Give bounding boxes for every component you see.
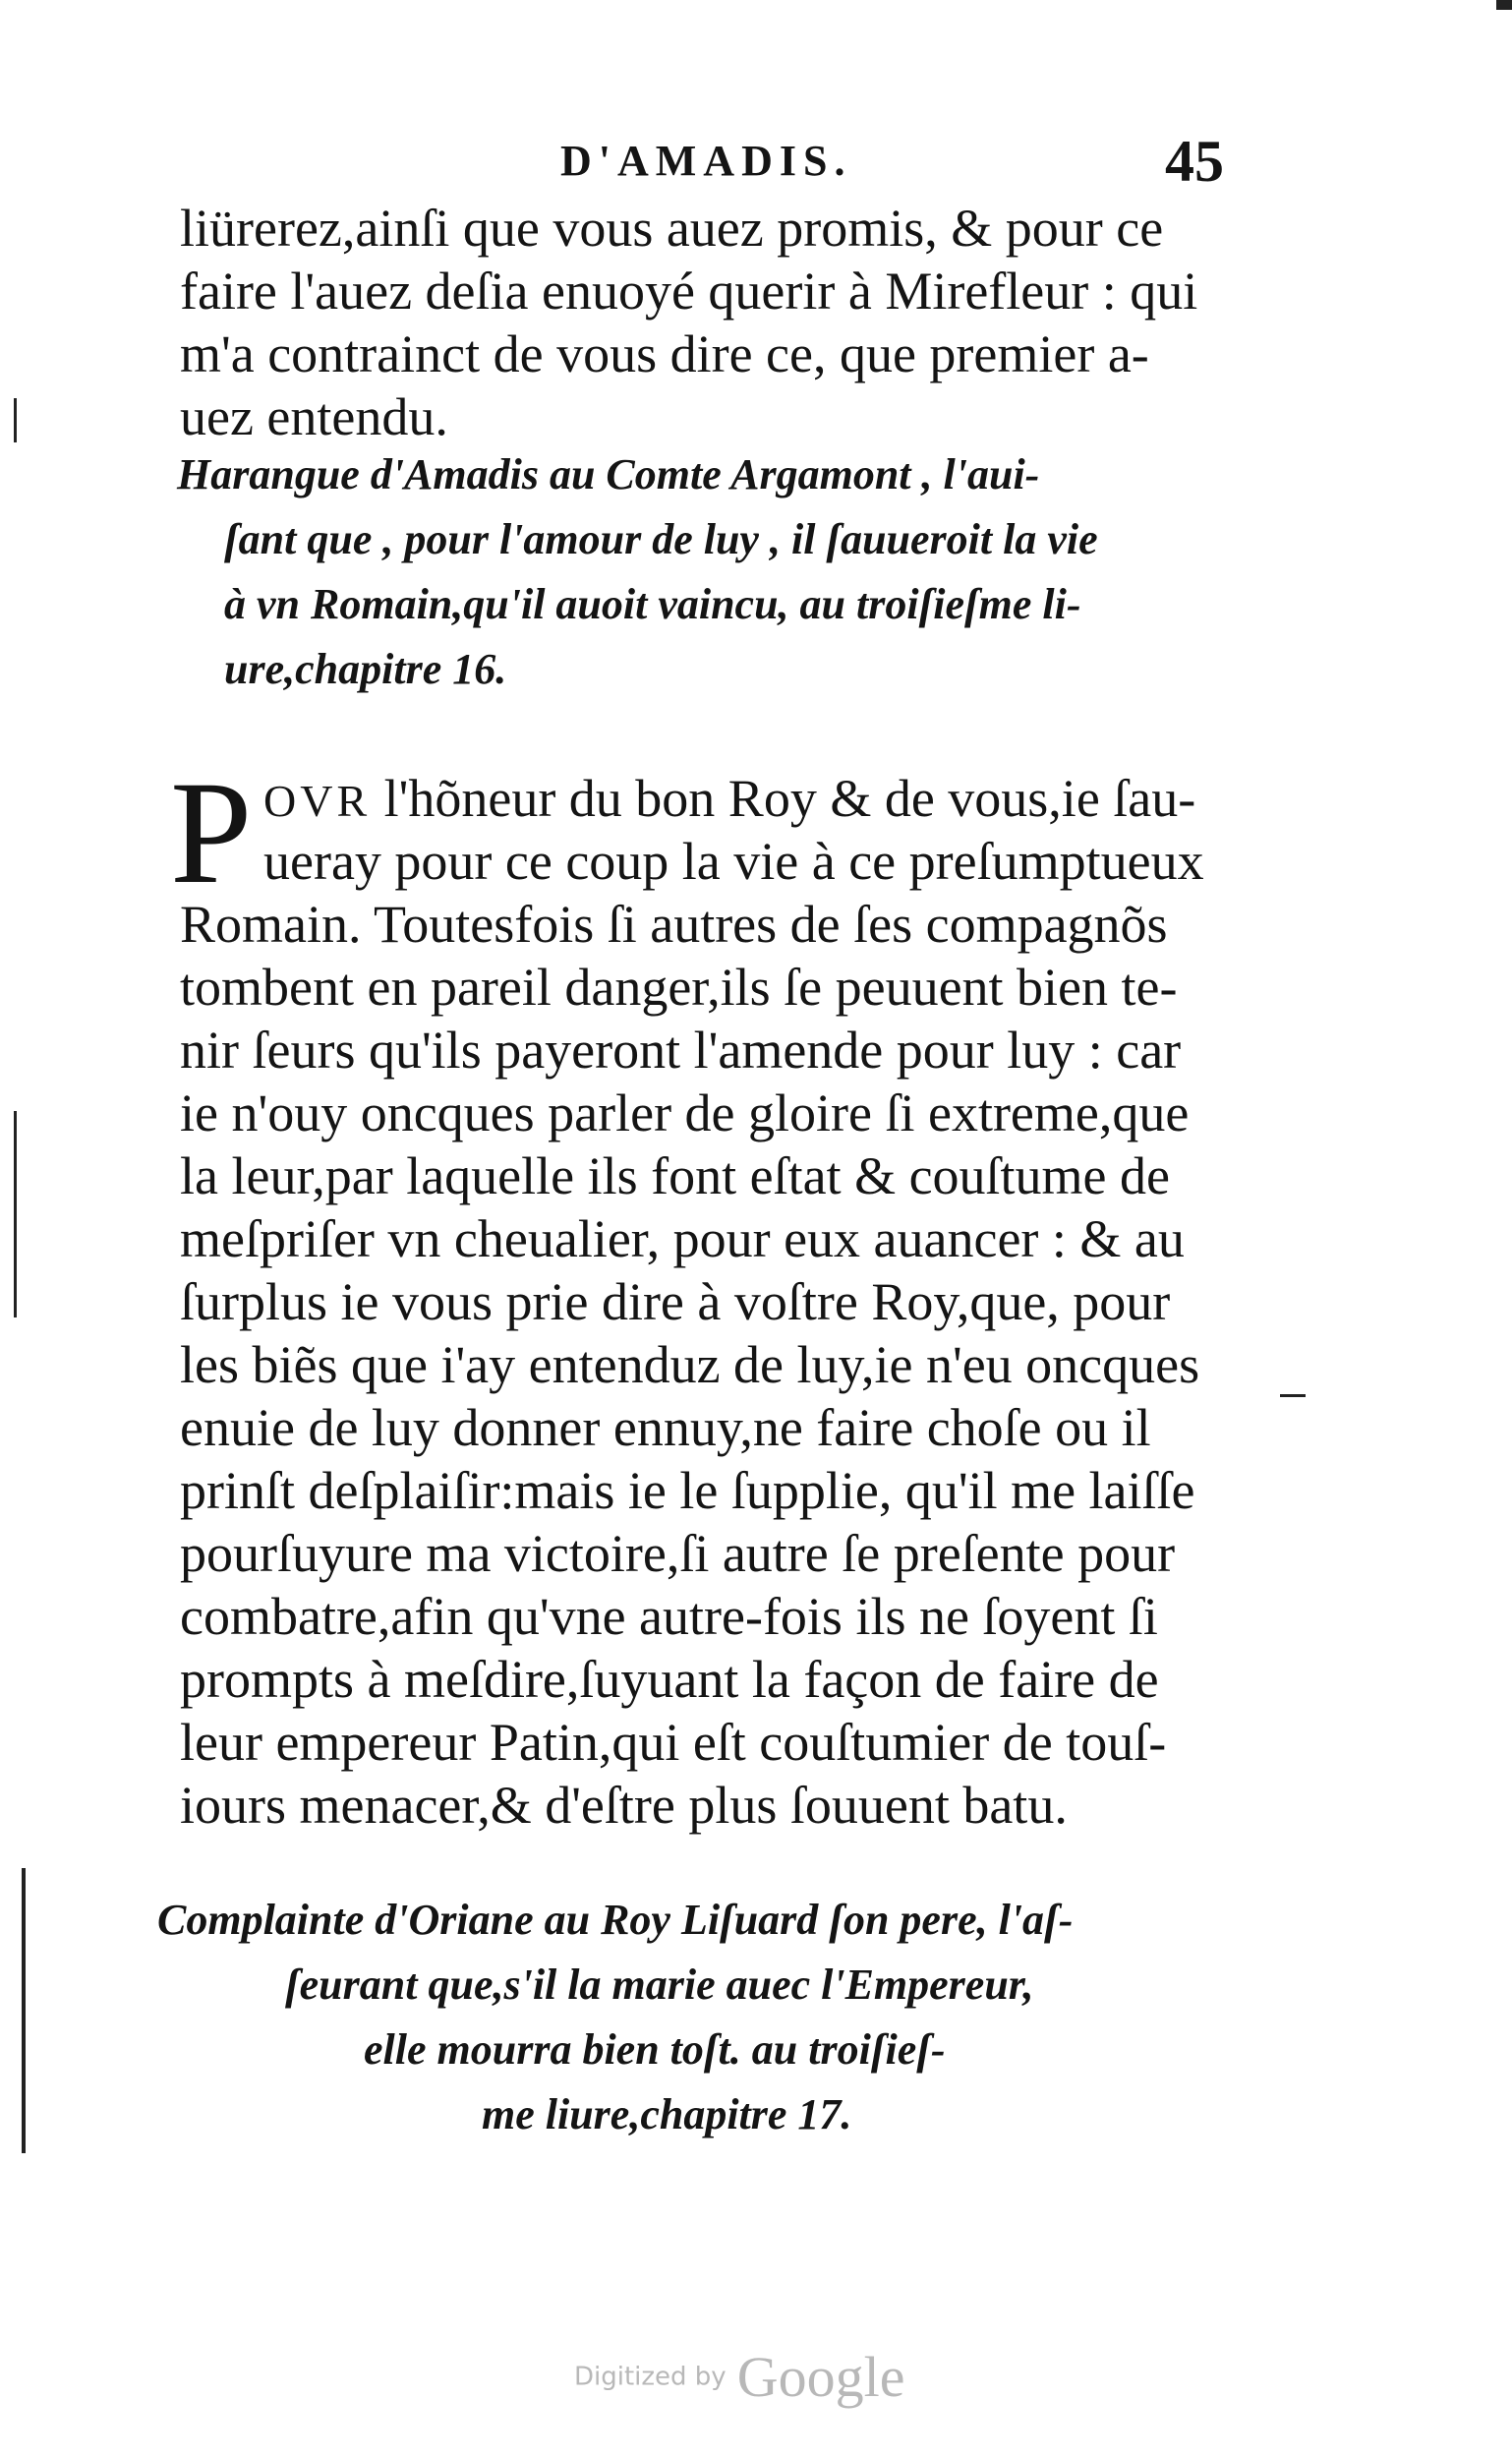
watermark-small-text: Digitized by — [574, 2362, 727, 2392]
text-line: uez entendu. — [180, 387, 448, 446]
text-line: tombent en pareil danger,ils ſe peuuent bien te- — [180, 958, 1178, 1017]
text-line: prompts à meſdire,ſuyuant la façon de faire de — [180, 1650, 1159, 1709]
heading-line: Complainte d'Oriane au Roy Liſuard ſon pere, l'aſ- — [157, 1896, 1074, 1944]
line-text: l'hõneur du bon Roy & de vous,ie ſau- — [371, 769, 1196, 828]
text-line: meſpriſer vn cheualier, pour eux auancer : & au — [180, 1209, 1185, 1268]
scan-artifact — [1280, 1394, 1306, 1397]
text-line: les biẽs que i'ay entenduz de luy,ie n'eu oncques — [180, 1335, 1200, 1394]
heading-line: elle mourra bien toſt. au troiſieſ- — [364, 2025, 946, 2074]
text-line: enuie de luy donner ennuy,ne faire choſe ou il — [180, 1398, 1151, 1457]
scan-artifact — [14, 398, 17, 442]
text-line: prinſt deſplaiſir:mais ie le ſupplie, qu'il me laiſſe — [180, 1461, 1195, 1520]
heading-line: ſeurant que,s'il la marie auec l'Empereur, — [285, 1961, 1034, 2009]
heading-line: me liure,chapitre 17. — [482, 2090, 852, 2138]
text-line: faire l'auez deſia enuoyé querir à Mirefleur : qui — [180, 262, 1198, 321]
heading-line: ſant que , pour l'amour de luy , il ſauueroit la vie — [224, 515, 1098, 563]
text-line: leur empereur Patin,qui eſt couſtumier de touſ- — [180, 1713, 1167, 1772]
text-line: liürerez,ainſi que vous auez promis, & pour ce — [180, 199, 1164, 258]
text-line: pourſuyure ma victoire,ſi autre ſe preſente pour — [180, 1524, 1176, 1583]
text-line: nir ſeurs qu'ils payeront l'amende pour luy : car — [180, 1021, 1182, 1080]
page-number: 45 — [1165, 129, 1224, 194]
heading-line: Harangue d'Amadis au Comte Argamont , l'aui- — [177, 450, 1040, 498]
text-line: Romain. Toutesfois ſi autres de ſes compagnõs — [180, 895, 1168, 954]
text-line: ueray pour ce coup la vie à ce preſumptueux — [263, 832, 1204, 891]
heading-line: à vn Romain,qu'il auoit vaincu, au troiſieſme li- — [224, 580, 1081, 628]
text-line: ſurplus ie vous prie dire à voſtre Roy,que, pour — [180, 1272, 1171, 1331]
text-line — [263, 767, 1251, 833]
scan-artifact — [14, 1111, 17, 1317]
scan-artifact — [22, 1868, 26, 2153]
smallcaps-word: OVR — [263, 776, 372, 826]
google-logo: Google — [736, 2345, 905, 2409]
digitized-watermark — [574, 2344, 905, 2410]
text-line: m'a contrainct de vous dire ce, que premier a- — [180, 324, 1149, 383]
text-line: combatre,afin qu'vne autre-fois ils ne ſoyent ſi — [180, 1587, 1158, 1646]
text-line: ie n'ouy oncques parler de gloire ſi extreme,que — [180, 1083, 1190, 1142]
scan-artifact — [1496, 0, 1512, 10]
text-line: la leur,par laquelle ils font eſtat & couſtume de — [180, 1146, 1170, 1205]
drop-cap: P — [170, 751, 253, 914]
text-line: iours menacer,& d'eſtre plus ſouuent batu. — [180, 1776, 1068, 1835]
heading-line: ure,chapitre 16. — [224, 645, 507, 693]
running-title: D'AMADIS. — [560, 137, 852, 185]
